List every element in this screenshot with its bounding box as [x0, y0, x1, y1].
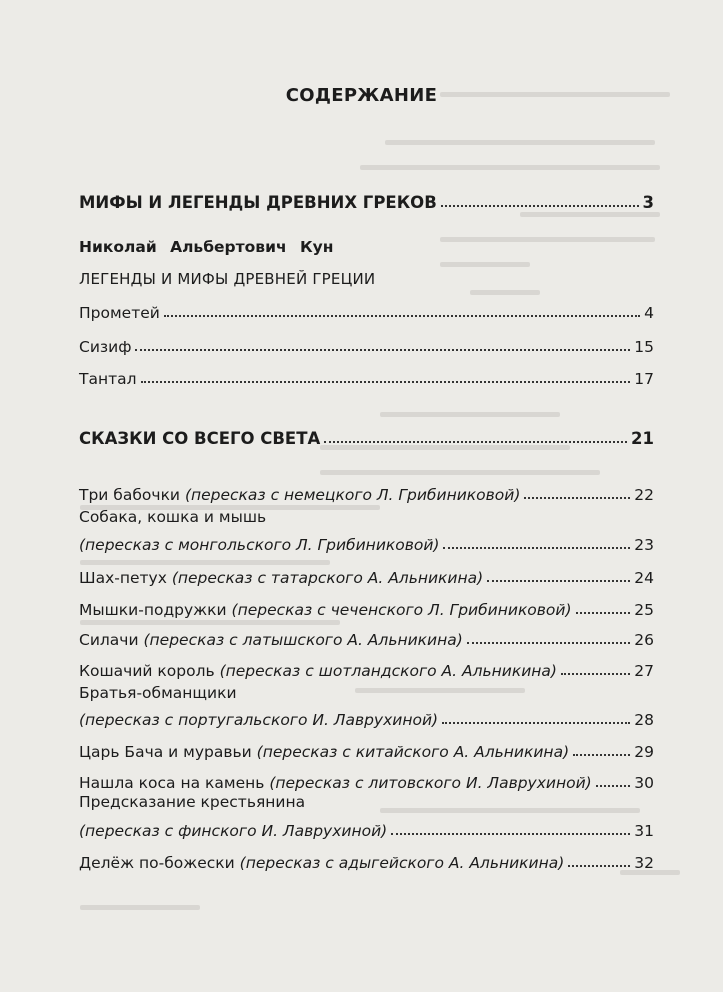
- dot-leader: [487, 580, 630, 582]
- entry-title: Братья-обманщики: [79, 684, 237, 702]
- page-number: 21: [631, 429, 654, 448]
- toc-entry: [79, 766, 654, 792]
- entry-note: (пересказ с монгольского Л. Грибиниковой): [79, 536, 440, 554]
- dot-leader: [442, 722, 630, 724]
- section-entry-myths: [79, 186, 654, 212]
- entry-note: (пересказ с финского И. Лаврухиной): [79, 822, 388, 840]
- page-number: 27: [634, 662, 654, 680]
- page-number: 30: [634, 774, 654, 792]
- dot-leader: [568, 865, 630, 867]
- dot-leader: [576, 612, 631, 614]
- toc-entry: [79, 528, 654, 554]
- page-number: 25: [634, 601, 654, 619]
- entry-title: Мышки-подружки: [79, 601, 227, 619]
- entry-note: (пересказ с португальского И. Лаврухиной): [79, 711, 439, 729]
- page-number: 15: [634, 338, 654, 356]
- section-entry-tales: [79, 422, 654, 448]
- entry-note: (пересказ с чеченского Л. Грибиниковой): [231, 601, 572, 619]
- entry-title: Предсказание крестьянина: [79, 793, 306, 811]
- dot-leader: [524, 497, 630, 499]
- dot-leader: [164, 315, 640, 317]
- entry-note: (пересказ с адыгейского А. Альникина): [239, 854, 565, 872]
- page-number: 29: [634, 743, 654, 761]
- toc-entry: [79, 846, 654, 872]
- toc-entry: [79, 593, 654, 619]
- page-number: 17: [634, 370, 654, 388]
- author-name: Николай Альбертович Кун: [79, 238, 334, 256]
- dot-leader: [441, 205, 639, 207]
- page-number: 26: [634, 631, 654, 649]
- page-number: 28: [634, 711, 654, 729]
- entry-title: Тантал: [79, 370, 137, 388]
- entry-title: Прометей: [79, 304, 160, 322]
- entry-title: Собака, кошка и мышь: [79, 508, 267, 526]
- page-number: 22: [634, 486, 654, 504]
- toc-entry: [79, 362, 654, 388]
- entry-title: Делёж по-божески: [79, 854, 235, 872]
- dot-leader: [573, 754, 630, 756]
- toc-entry: [79, 623, 654, 649]
- dot-leader: [443, 547, 630, 549]
- entry-note: (пересказ с латышского А. Альникина): [143, 631, 463, 649]
- page-number: 32: [634, 854, 654, 872]
- page-title: СОДЕРЖАНИЕ: [285, 85, 438, 106]
- dot-leader: [467, 642, 630, 644]
- toc-entry: [79, 330, 654, 356]
- dot-leader: [135, 349, 630, 351]
- entry-title: Нашла коса на камень: [79, 774, 265, 792]
- dot-leader: [596, 785, 631, 787]
- toc-entry: [79, 654, 654, 680]
- page-number: 31: [634, 822, 654, 840]
- entry-title: Три бабочки: [79, 486, 180, 504]
- entry-title: Шах-петух: [79, 569, 167, 587]
- entry-note: (пересказ с татарского А. Альникина): [171, 569, 484, 587]
- entry-title: Царь Бача и муравьи: [79, 743, 252, 761]
- toc-entry: [79, 735, 654, 761]
- dot-leader: [391, 833, 630, 835]
- dot-leader: [324, 441, 627, 443]
- toc-entry: [79, 703, 654, 729]
- page-number: 3: [642, 193, 654, 212]
- book-title: ЛЕГЕНДЫ И МИФЫ ДРЕВНЕЙ ГРЕЦИИ: [79, 270, 376, 288]
- entry-note: (пересказ с китайского А. Альникина): [256, 743, 570, 761]
- page-number: 4: [644, 304, 654, 322]
- dot-leader: [561, 673, 630, 675]
- page-number: 23: [634, 536, 654, 554]
- toc-entry: [79, 814, 654, 840]
- toc-entry: [79, 478, 654, 504]
- entry-title: Сизиф: [79, 338, 132, 356]
- section-title: МИФЫ И ЛЕГЕНДЫ ДРЕВНИХ ГРЕКОВ: [79, 193, 437, 212]
- entry-title: Силачи: [79, 631, 139, 649]
- dot-leader: [141, 381, 631, 383]
- entry-note: (пересказ с шотландского А. Альникина): [219, 662, 557, 680]
- entry-note: (пересказ с литовского И. Лаврухиной): [269, 774, 592, 792]
- toc-entry: [79, 296, 654, 322]
- entry-title: Кошачий король: [79, 662, 215, 680]
- section-title: СКАЗКИ СО ВСЕГО СВЕТА: [79, 429, 321, 448]
- entry-note: (пересказ с немецкого Л. Грибиниковой): [184, 486, 521, 504]
- page-number: 24: [634, 569, 654, 587]
- toc-entry: [79, 561, 654, 587]
